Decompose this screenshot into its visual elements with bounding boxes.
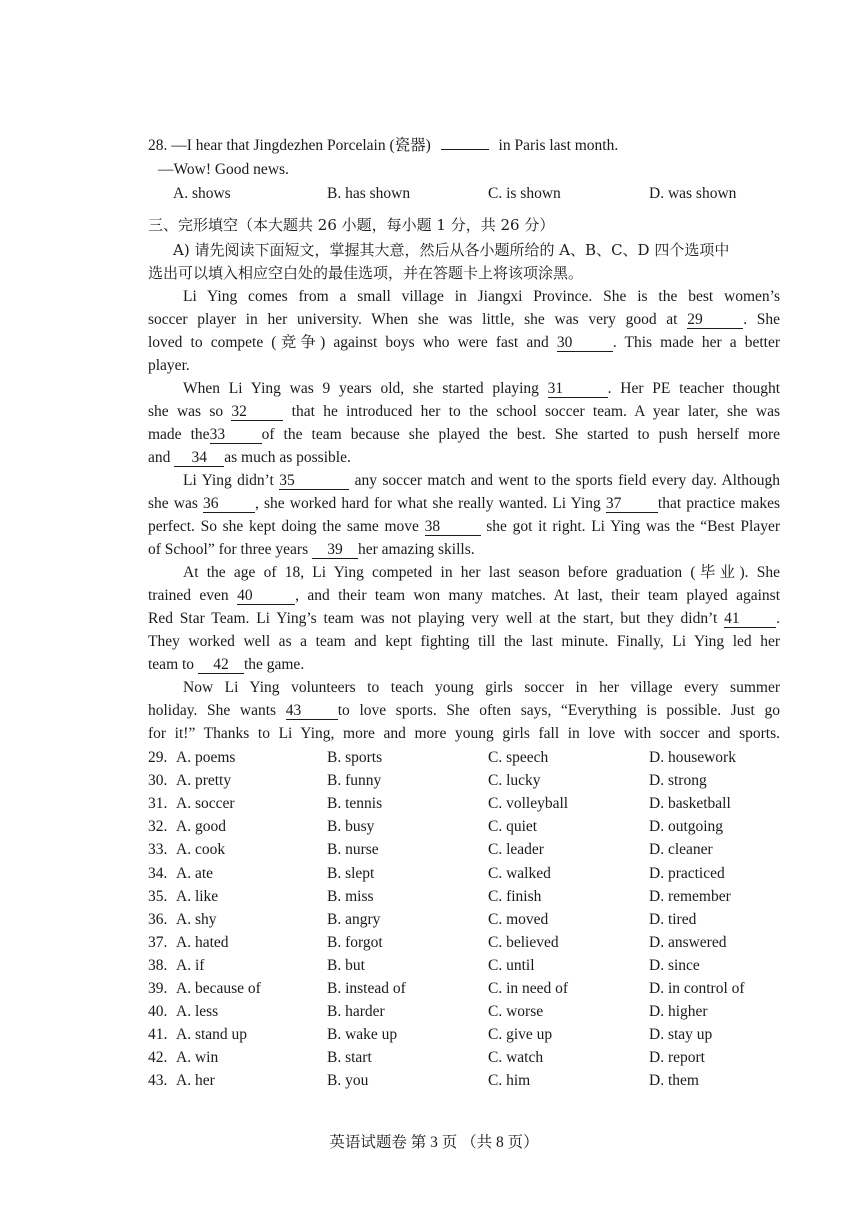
blank-38: 38 <box>425 518 481 536</box>
option-a: A. soccer <box>176 795 235 813</box>
q28-option-b: B. has shown <box>327 185 411 202</box>
blank-37: 37 <box>606 495 658 513</box>
q28-option-d: D. was shown <box>649 185 737 202</box>
passage-line: player. <box>148 357 190 374</box>
question-number: 35. <box>148 887 168 905</box>
option-d: D. housework <box>649 749 736 766</box>
question-number: 42. <box>148 1049 168 1067</box>
blank-42: 42 <box>198 656 244 674</box>
option-b: B. nurse <box>327 841 379 859</box>
question-number: 37. <box>148 933 168 951</box>
option-a: A. like <box>176 887 219 905</box>
question-number: 31. <box>148 795 168 813</box>
passage-line: soccer player in her university. When she was little, she was very good at 29 . She <box>148 311 781 328</box>
q28-blank <box>441 149 489 150</box>
option-d: D. basketball <box>649 795 731 813</box>
option-d: D. in control of <box>649 980 745 997</box>
option-c: C. until <box>488 956 535 974</box>
question-number: 43. <box>148 1072 168 1090</box>
passage-line: she was 36 , she worked hard for what she really wanted. Li Ying 37 that practice makes <box>148 495 780 512</box>
option-b: B. you <box>327 1072 369 1090</box>
option-d: D. tired <box>649 910 697 928</box>
blank-29: 29 <box>687 311 743 329</box>
passage-line: perfect. So she kept doing the same move 38 she got it right. Li Ying was the “Best Player <box>148 518 781 535</box>
option-a: A. less <box>176 1003 219 1021</box>
option-d: D. report <box>649 1049 705 1067</box>
option-c: C. finish <box>488 887 542 905</box>
passage-line: They worked well as a team and kept fighting till the last minute. Finally, Li Ying led her <box>148 633 780 650</box>
option-b: B. sports <box>327 749 383 766</box>
passage-line: for it!” Thanks to Li Ying, more and more young girls fall in love with soccer and sports. <box>148 725 780 742</box>
blank-41: 41 <box>724 610 776 628</box>
option-d: D. them <box>649 1072 699 1090</box>
option-c: C. watch <box>488 1049 544 1067</box>
question-number: 36. <box>148 910 168 928</box>
q28-reply: —Wow! Good news. <box>158 161 289 178</box>
option-a: A. cook <box>176 841 226 859</box>
option-c: C. in need of <box>488 980 569 997</box>
option-d: D. outgoing <box>649 818 724 836</box>
option-c: C. give up <box>488 1026 553 1044</box>
option-b: B. tennis <box>327 795 383 813</box>
option-d: D. strong <box>649 772 707 790</box>
blank-40: 40 <box>237 587 295 605</box>
passage-line: Now Li Ying volunteers to teach young girls soccer in her village every summer <box>183 679 780 696</box>
option-a: A. stand up <box>176 1026 248 1044</box>
passage-line: she was so 32 that he introduced her to the school soccer team. A year later, she was <box>148 403 780 420</box>
option-d: D. stay up <box>649 1026 713 1044</box>
page-footer: 英语试题卷 第 3 页 （共 8 页） <box>329 1134 539 1151</box>
option-b: B. busy <box>327 818 375 836</box>
blank-32: 32 <box>231 403 283 421</box>
option-d: D. answered <box>649 933 727 951</box>
blank-35: 35 <box>279 472 349 490</box>
option-a: A. her <box>176 1072 215 1090</box>
q28-stem <box>148 136 618 156</box>
passage-line: At the age of 18, Li Ying competed in her last season before graduation (毕业). She <box>183 564 780 581</box>
question-number: 30. <box>148 772 168 790</box>
option-c: C. walked <box>488 864 551 882</box>
question-number: 39. <box>148 980 168 997</box>
option-c: C. believed <box>488 933 559 951</box>
passage-line: Red Star Team. Li Ying’s team was not playing very well at the start, but they didn’t 41 . <box>148 610 780 627</box>
option-a: A. hated <box>176 933 229 951</box>
section-instruction-1: A) 请先阅读下面短文，掌握其大意，然后从各小题所给的 A、B、C、D 四个选项中 <box>173 241 730 259</box>
option-a: A. ate <box>176 864 214 882</box>
option-b: B. miss <box>327 887 374 905</box>
option-a: A. poems <box>176 749 236 766</box>
option-b: B. instead of <box>327 980 406 997</box>
option-a: A. because of <box>176 980 261 997</box>
passage-line: When Li Ying was 9 years old, she started playing 31 . Her PE teacher thought <box>183 380 781 397</box>
option-b: B. wake up <box>327 1026 398 1044</box>
option-b: B. forgot <box>327 933 383 951</box>
passage-line: of School” for three years 39 her amazing skills. <box>148 541 475 558</box>
option-d: D. practiced <box>649 864 725 882</box>
passage-line: loved to compete (竞争) against boys who were fast and 30 . This made her a better <box>148 334 781 351</box>
option-b: B. harder <box>327 1003 385 1021</box>
option-b: B. slept <box>327 864 375 882</box>
option-a: A. shy <box>176 910 217 928</box>
passage-line: trained even 40 , and their team won many matches. At last, their team played against <box>148 587 781 604</box>
blank-36: 36 <box>203 495 255 513</box>
blank-39: 39 <box>312 541 358 559</box>
blank-30: 30 <box>557 334 613 352</box>
q28-stem-text: 28. —I hear that Jingdezhen Porcelain (瓷器) <box>148 137 431 154</box>
section-title: 三、完形填空（本大题共 26 小题，每小题 1 分，共 26 分） <box>148 216 555 234</box>
option-d: D. remember <box>649 887 731 905</box>
option-d: D. cleaner <box>649 841 713 859</box>
q28-stem-end: in Paris last month. <box>498 137 619 154</box>
passage-line: made the33 of the team because she played the best. She started to push herself more <box>148 426 780 443</box>
passage-line: Li Ying comes from a small village in Jiangxi Province. She is the best women’s <box>183 288 780 305</box>
option-c: C. worse <box>488 1003 544 1021</box>
option-b: B. angry <box>327 910 381 928</box>
passage-line: team to 42 the game. <box>148 656 305 673</box>
blank-34: 34 <box>174 449 224 467</box>
blank-43: 43 <box>286 702 338 720</box>
question-number: 38. <box>148 956 168 974</box>
q28-option-a: A. shows <box>173 185 231 202</box>
option-c: C. volleyball <box>488 795 569 813</box>
option-a: A. win <box>176 1049 219 1067</box>
question-number: 40. <box>148 1003 168 1021</box>
passage-line: Li Ying didn’t 35 any soccer match and went to the sports field every day. Although <box>183 472 780 489</box>
option-d: D. higher <box>649 1003 708 1021</box>
passage-line: and 34 as much as possible. <box>148 449 351 466</box>
option-a: A. if <box>176 956 205 974</box>
option-c: C. moved <box>488 910 549 928</box>
option-b: B. start <box>327 1049 372 1067</box>
option-c: C. him <box>488 1072 531 1090</box>
question-number: 33. <box>148 841 168 859</box>
passage-line: holiday. She wants 43 to love sports. She often says, “Everything is possible. Just go <box>148 702 780 719</box>
option-c: C. speech <box>488 749 549 766</box>
question-number: 29. <box>148 749 168 766</box>
question-number: 34. <box>148 864 168 882</box>
option-c: C. lucky <box>488 772 541 790</box>
option-a: A. pretty <box>176 772 232 790</box>
option-a: A. good <box>176 818 226 836</box>
option-b: B. but <box>327 956 365 974</box>
option-c: C. quiet <box>488 818 538 836</box>
option-c: C. leader <box>488 841 544 859</box>
option-b: B. funny <box>327 772 382 790</box>
question-number: 32. <box>148 818 168 836</box>
blank-33: 33 <box>210 426 262 444</box>
section-instruction-2: 选出可以填入相应空白处的最佳选项，并在答题卡上将该项涂黑。 <box>148 264 584 282</box>
q28-option-c: C. is shown <box>488 185 561 202</box>
option-d: D. since <box>649 956 700 974</box>
question-number: 41. <box>148 1026 168 1044</box>
blank-31: 31 <box>548 380 608 398</box>
